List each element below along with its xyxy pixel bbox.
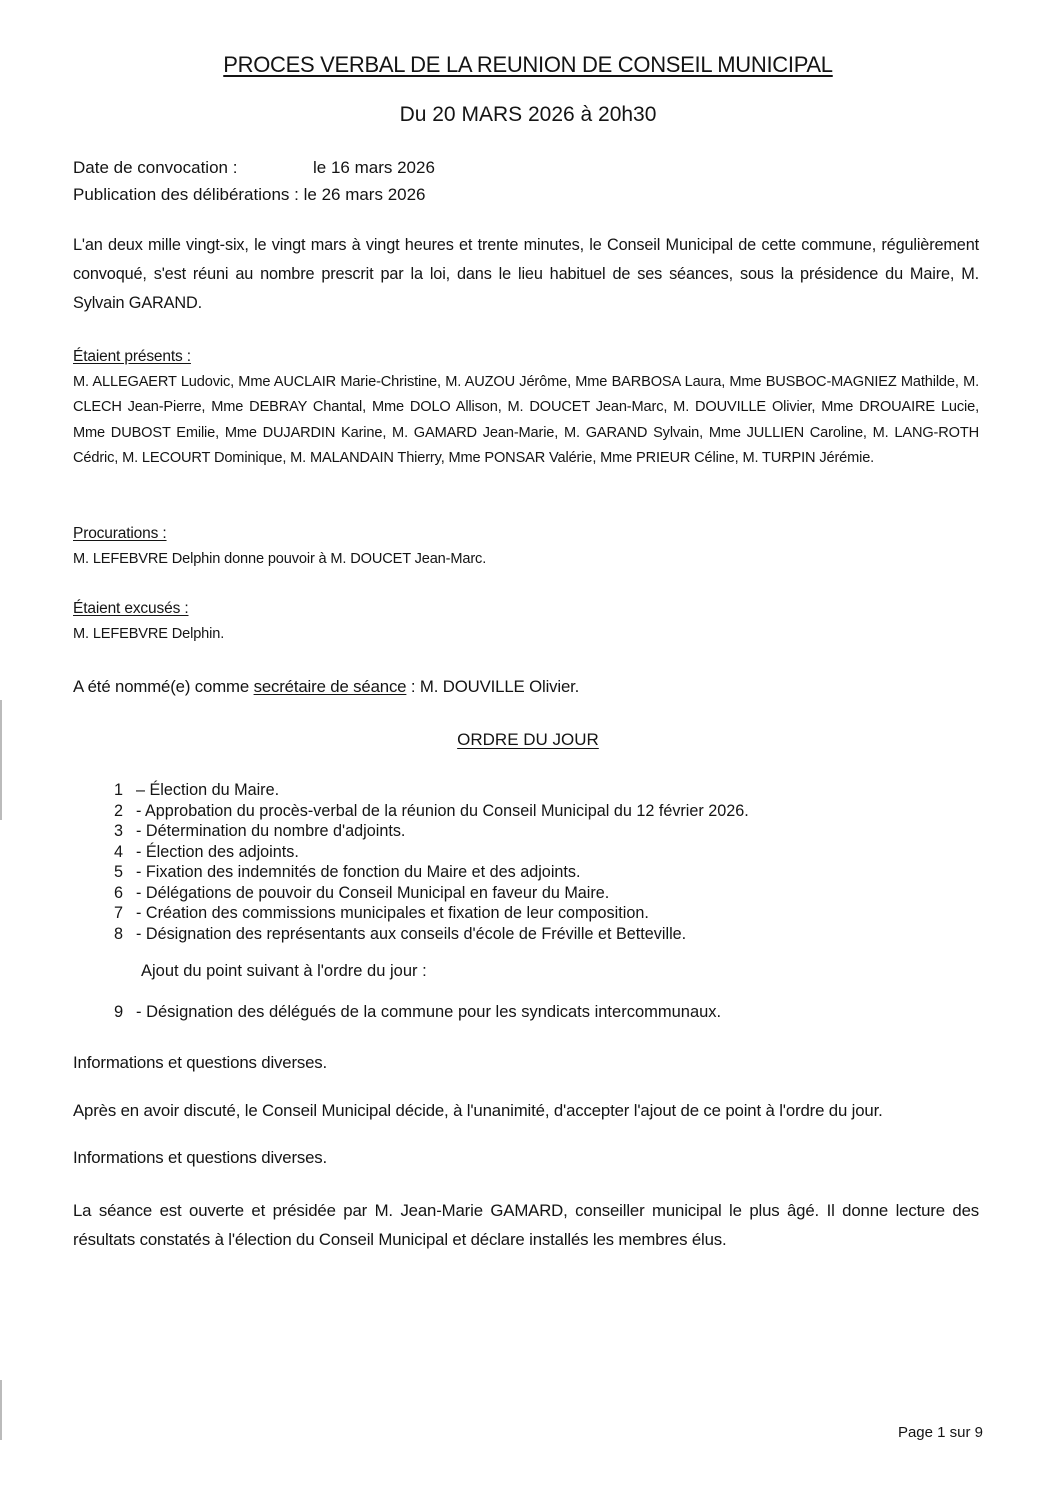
agenda-item-number: 1: [114, 781, 124, 799]
secretaire-prefix: A été nommé(e) comme: [73, 677, 254, 696]
meeting-meta: [73, 154, 435, 208]
agenda-item-text: - Désignation des représentants aux conseils d'école de Fréville et Betteville.: [136, 924, 687, 943]
agenda-item-number: 8: [114, 924, 124, 943]
closing-paragraph: La séance est ouverte et présidée par M. Jean-Marie GAMARD, conseiller municipal le plus âgé. Il donne lecture des résultats constatés à l'élection du Conseil Municipal et déclare installés les membres élus.: [73, 1201, 979, 1249]
agenda-item-text: - Désignation des délégués de la commune pour les syndicats intercommunaux.: [136, 1003, 722, 1021]
agenda-item: [114, 924, 749, 945]
secretaire-name: : M. DOUVILLE Olivier.: [406, 677, 580, 696]
procurations-text: M. LEFEBVRE Delphin donne pouvoir à M. DOUCET Jean-Marc.: [73, 550, 487, 567]
presents-section: [73, 344, 979, 472]
presents-heading: Étaient présents :: [73, 348, 191, 365]
scan-edge-mark: [0, 1380, 2, 1440]
page-number: Page 1 sur 9: [897, 1424, 983, 1441]
intro-paragraph: L'an deux mille vingt-six, le vingt mars à vingt heures et trente minutes, le Conseil Municipal de cette commune, régulièrement convoqué, s'est réuni au nombre prescrit par la loi, dans le lieu habituel de ses séances, sous la présidence du Maire, M. Sylvain GARAND.: [73, 236, 979, 312]
convocation-line: [73, 154, 435, 181]
agenda-item: [114, 801, 749, 822]
agenda-item-text: – Élection du Maire.: [136, 781, 280, 799]
secretaire-line: [73, 672, 979, 701]
scan-edge-mark: [0, 700, 2, 820]
agenda-addition-label: Ajout du point suivant à l'ordre du jour :: [141, 962, 427, 980]
publication-label: Publication des délibérations :: [73, 185, 299, 204]
agenda-item: [114, 903, 749, 924]
agenda-item-number: 6: [114, 883, 124, 902]
meeting-date: Du 20 MARS 2026 à 20h30: [399, 103, 657, 126]
convocation-value: le 16 mars 2026: [313, 158, 435, 177]
secretaire-label: secrétaire de séance: [253, 677, 407, 696]
agenda-item-text: - Création des commissions municipales et fixation de leur composition.: [136, 904, 649, 922]
agenda-item: [114, 780, 749, 801]
agenda-item-text: - Détermination du nombre d'adjoints.: [136, 822, 406, 840]
agenda-item-text: - Approbation du procès-verbal de la réunion du Conseil Municipal du 12 février 2026.: [136, 801, 749, 820]
agenda-item-number: 3: [114, 822, 124, 840]
excuses-heading: Étaient excusés :: [73, 600, 189, 617]
excuses-section: [73, 596, 979, 647]
agenda-list: [114, 780, 749, 944]
agenda-item-number: 2: [114, 801, 124, 820]
procurations-heading: Procurations :: [73, 525, 167, 542]
info-line-2: Informations et questions diverses.: [73, 1148, 328, 1167]
agenda-item: [114, 821, 749, 842]
agenda-item-number: 5: [114, 863, 124, 881]
agenda-item-number: 4: [114, 842, 124, 861]
agenda-item: [114, 842, 749, 863]
document-title: PROCES VERBAL DE LA REUNION DE CONSEIL MUNICIPAL: [223, 52, 833, 77]
agenda-item-number: 7: [114, 904, 124, 922]
agenda-item-text: - Élection des adjoints.: [136, 842, 299, 861]
publication-line: [73, 181, 435, 208]
agenda-item-number: 9: [114, 1003, 124, 1021]
agenda-title: ORDRE DU JOUR: [457, 730, 599, 749]
publication-value: le 26 mars 2026: [303, 185, 426, 204]
agenda-item: [114, 862, 749, 883]
presents-list: M. ALLEGAERT Ludovic, Mme AUCLAIR Marie-Christine, M. AUZOU Jérôme, Mme BARBOSA Laura, Mme BUSBOC-MAGNIEZ Mathilde, M. CLECH Jean-Pierre, Mme DEBRAY Chantal, Mme DOLO Allison, M. DOUCET Jean-Marc, M. DOUVILLE Olivier, Mme DROUAIRE Lucie, Mme DUBOST Emilie, Mme DUJARDIN Karine, M. GAMARD Jean-Marie, M. GARAND Sylvain, Mme JULLIEN Caroline, M. LANG-ROTH Cédric, M. LECOURT Dominique, M. MALANDAIN Thierry, Mme PONSAR Valérie, Mme PRIEUR Céline, M. TURPIN Jérémie.: [73, 373, 979, 466]
agenda-item-text: - Délégations de pouvoir du Conseil Municipal en faveur du Maire.: [136, 883, 610, 902]
excuses-text: M. LEFEBVRE Delphin.: [73, 625, 225, 642]
info-line-1: Informations et questions diverses.: [73, 1053, 328, 1072]
decision-paragraph: Après en avoir discuté, le Conseil Municipal décide, à l'unanimité, d'accepter l'ajout de ce point à l'ordre du jour.: [73, 1101, 883, 1120]
convocation-label: Date de convocation :: [73, 158, 238, 177]
agenda-item: [114, 1003, 721, 1022]
agenda-item-text: - Fixation des indemnités de fonction du Maire et des adjoints.: [136, 863, 581, 881]
agenda-item: [114, 883, 749, 904]
procurations-section: [73, 521, 979, 572]
